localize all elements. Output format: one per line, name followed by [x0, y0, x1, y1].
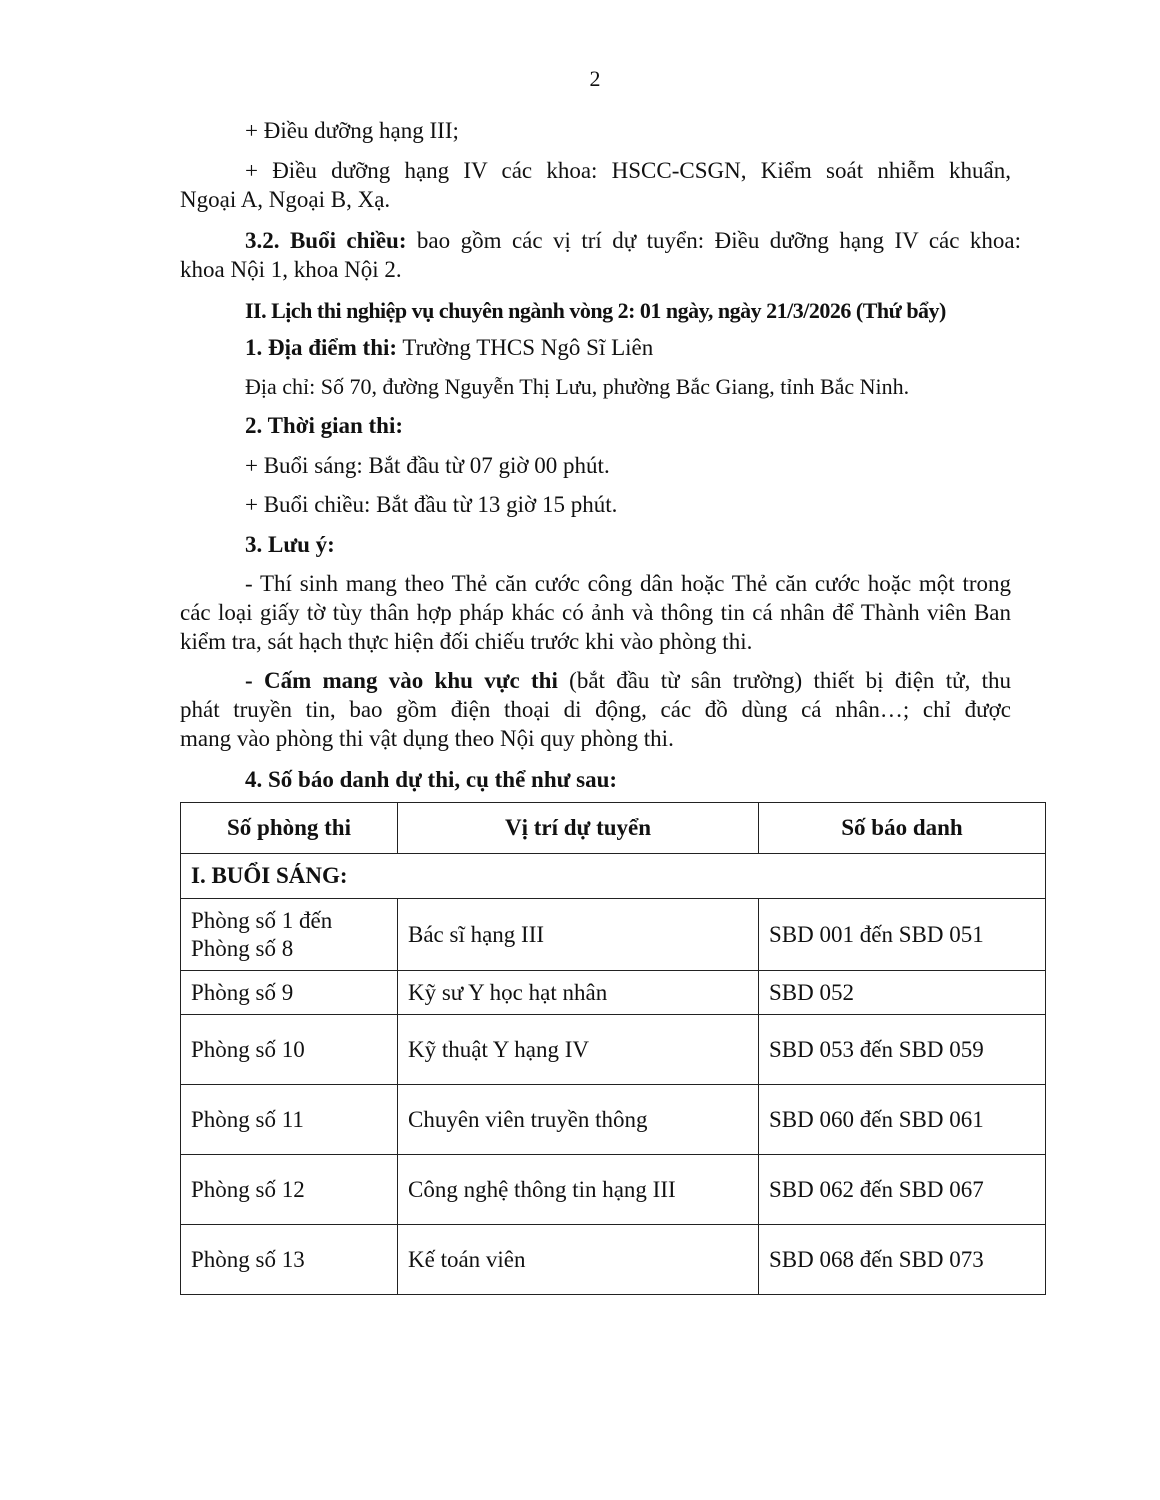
section-ii-heading: II. Lịch thi nghiệp vụ chuyên ngành vòng 2: 01 ngày, ngày 21/3/2026 (Thứ bẩy) — [245, 298, 946, 323]
position-cell: Công nghệ thông tin hạng III — [398, 1155, 759, 1225]
position-cell: Chuyên viên truyền thông — [398, 1085, 759, 1155]
sbd-cell: SBD 060 đến SBD 061 — [759, 1085, 1046, 1155]
exam-location-value: Trường THCS Ngô Sĩ Liên — [397, 335, 654, 360]
table-row — [181, 971, 1046, 1015]
table-row — [181, 1225, 1046, 1295]
room-cell: Phòng số 11 — [181, 1085, 398, 1155]
sbd-heading: 4. Số báo danh dự thi, cụ thể như sau: — [245, 767, 618, 792]
room-cell: Phòng số 12 — [181, 1155, 398, 1225]
note-2-text: (bắt đầu từ sân trường) thiết bị điện tử, thu — [557, 668, 1011, 693]
session-morning: I. BUỔI SÁNG: — [181, 854, 1046, 899]
position-cell: Kỹ thuật Y hạng IV — [398, 1015, 759, 1085]
afternoon-label: 3.2. Buổi chiều: — [245, 228, 407, 253]
note-1-line-2: các loại giấy tờ tùy thân hợp pháp khác có ảnh và thông tin cá nhân để Thành viên Ban — [180, 600, 1011, 625]
sbd-cell: SBD 053 đến SBD 059 — [759, 1015, 1046, 1085]
sbd-cell: SBD 062 đến SBD 067 — [759, 1155, 1046, 1225]
note-2-line-2: phát truyền tin, bao gồm điện thoại di động, các đồ dùng cá nhân…; chỉ được — [180, 697, 1011, 722]
exam-number-table — [180, 802, 1046, 1295]
afternoon-positions-cont: khoa Nội 1, khoa Nội 2. — [180, 257, 402, 282]
room-cell: Phòng số 9 — [181, 971, 398, 1015]
line-dieu-duong-iii: + Điều dưỡng hạng III; — [245, 118, 459, 143]
line-dieu-duong-iv: + Điều dưỡng hạng IV các khoa: HSCC-CSGN, Kiểm soát nhiễm khuẩn, — [245, 158, 1011, 183]
afternoon-start: + Buổi chiều: Bắt đầu từ 13 giờ 15 phút. — [245, 492, 618, 517]
position-cell: Kỹ sư Y học hạt nhân — [398, 971, 759, 1015]
header-room: Số phòng thi — [181, 803, 398, 854]
table-row — [181, 899, 1046, 971]
position-cell: Bác sĩ hạng III — [398, 899, 759, 971]
note-2-line-1 — [245, 666, 1011, 696]
exam-address: Địa chỉ: Số 70, đường Nguyễn Thị Lưu, phường Bắc Giang, tỉnh Bắc Ninh. — [245, 374, 910, 399]
table-row — [181, 1085, 1046, 1155]
sbd-cell: SBD 001 đến SBD 051 — [759, 899, 1046, 971]
page-number: 2 — [589, 66, 601, 91]
note-2-bold: - Cấm mang vào khu vực thi — [245, 668, 558, 693]
exam-time-heading: 2. Thời gian thi: — [245, 413, 404, 438]
afternoon-text: bao gồm các vị trí dự tuyển: Điều dưỡng hạng IV các khoa: — [406, 228, 1021, 253]
line-dieu-duong-iv-cont: Ngoại A, Ngoại B, Xạ. — [180, 187, 391, 212]
header-position: Vị trí dự tuyển — [398, 803, 759, 854]
room-line-2: Phòng số 8 — [191, 935, 294, 961]
table-row — [181, 1155, 1046, 1225]
room-cell — [181, 899, 398, 971]
afternoon-positions — [245, 226, 1021, 256]
sbd-cell: SBD 068 đến SBD 073 — [759, 1225, 1046, 1295]
session-row — [181, 854, 1046, 899]
note-2-line-3: mang vào phòng thi vật dụng theo Nội quy phòng thi. — [180, 726, 674, 751]
note-heading: 3. Lưu ý: — [245, 532, 335, 557]
room-cell: Phòng số 13 — [181, 1225, 398, 1295]
exam-location — [245, 333, 653, 363]
note-1-line-3: kiểm tra, sát hạch thực hiện đối chiếu trước khi vào phòng thi. — [180, 629, 753, 654]
sbd-cell: SBD 052 — [759, 971, 1046, 1015]
exam-location-label: 1. Địa điểm thi: — [245, 335, 398, 360]
header-sbd: Số báo danh — [759, 803, 1046, 854]
note-1-line-1: - Thí sinh mang theo Thẻ căn cước công dân hoặc Thẻ căn cước hoặc một trong — [245, 571, 1011, 596]
table-header-row — [181, 803, 1046, 854]
position-cell: Kế toán viên — [398, 1225, 759, 1295]
room-cell: Phòng số 10 — [181, 1015, 398, 1085]
morning-start: + Buổi sáng: Bắt đầu từ 07 giờ 00 phút. — [245, 453, 610, 478]
table-row — [181, 1015, 1046, 1085]
room-line-1: Phòng số 1 đến — [191, 907, 333, 933]
